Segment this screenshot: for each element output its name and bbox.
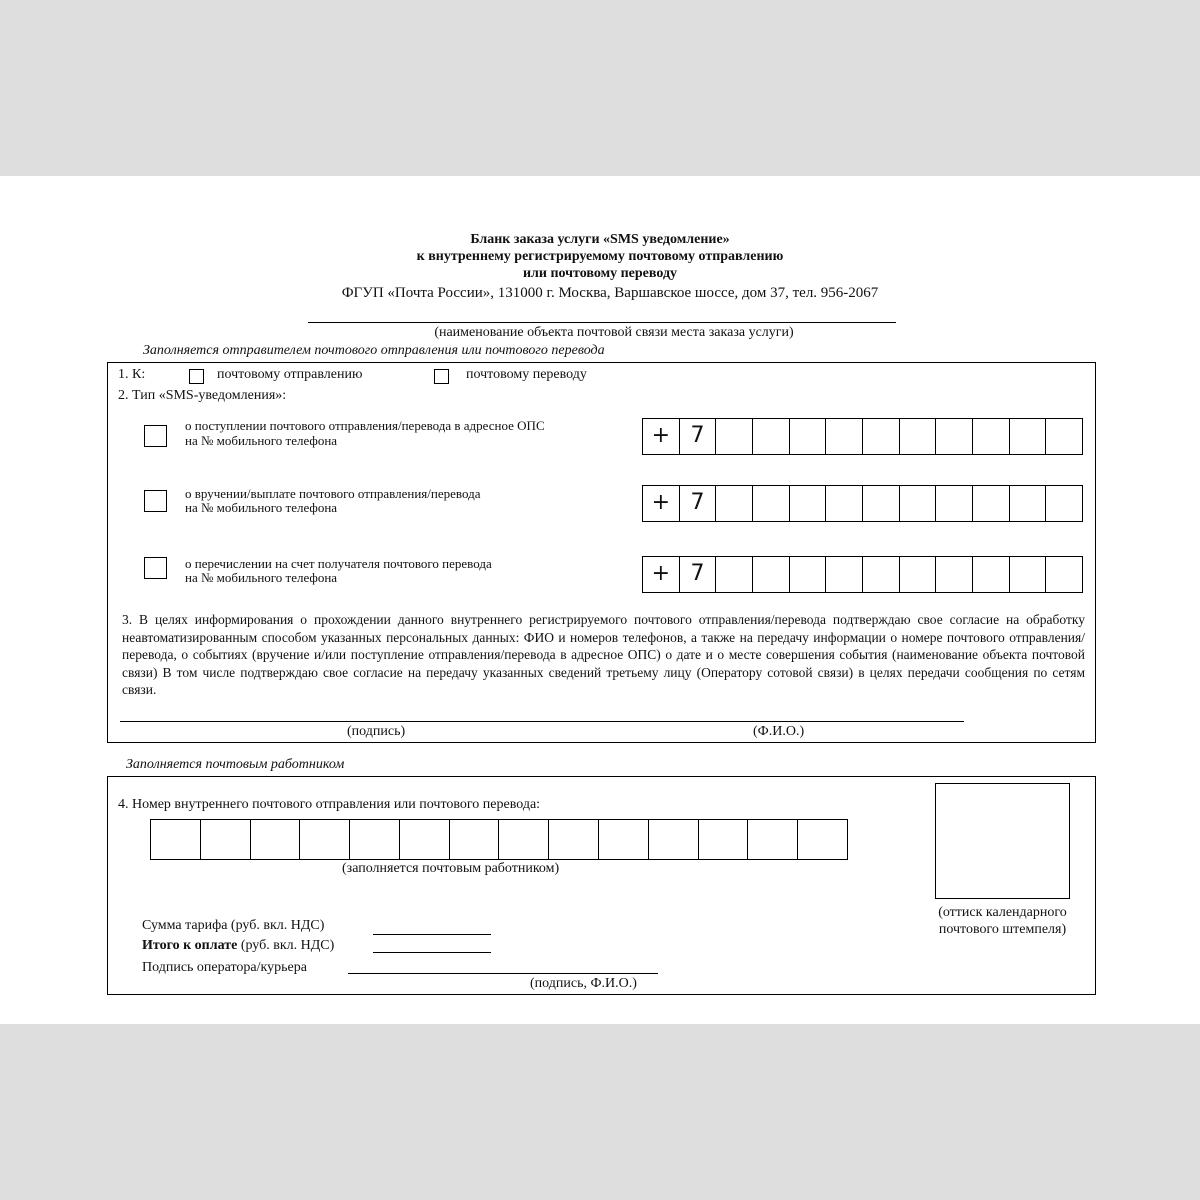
- tariff-label: Сумма тарифа (руб. вкл. НДС): [142, 918, 325, 933]
- notify-arrival-line1: о поступлении почтового отправления/перевода в адресное ОПС: [185, 418, 545, 433]
- phone-field-arrival[interactable]: [642, 418, 1083, 455]
- phone-digit-cell[interactable]: [863, 486, 900, 521]
- phone-digit-cell[interactable]: [1046, 486, 1082, 521]
- postmark-stamp-area: [935, 783, 1070, 899]
- item1-label: 1. К:: [118, 367, 146, 382]
- item2-label: 2. Тип «SMS-уведомления»:: [118, 388, 287, 403]
- name-caption: (Ф.И.О.): [753, 724, 805, 739]
- phone-digit-cell[interactable]: [1046, 419, 1082, 454]
- form-title: Бланк заказа услуги «SMS уведомление»: [470, 232, 730, 247]
- operator-caption: (подпись, Ф.И.О.): [530, 976, 637, 991]
- organization-info: ФГУП «Почта России», 131000 г. Москва, Варшавское шоссе, дом 37, тел. 956-2067: [341, 285, 879, 301]
- phone-plus: +: [643, 486, 680, 521]
- tracking-digit-cell[interactable]: [798, 820, 847, 859]
- checkbox-notify-delivery[interactable]: [144, 490, 167, 512]
- phone-digit-cell[interactable]: [790, 419, 827, 454]
- notify-arrival-line2: на № мобильного телефона: [185, 433, 338, 448]
- phone-digit-cell[interactable]: [753, 486, 790, 521]
- operator-signature-line[interactable]: [348, 973, 658, 974]
- option-transfer-label: почтовому переводу: [466, 367, 587, 382]
- tracking-digit-cell[interactable]: [350, 820, 400, 859]
- phone-plus: +: [643, 419, 680, 454]
- phone-digit-cell[interactable]: [973, 486, 1010, 521]
- tracking-number-field[interactable]: [150, 819, 848, 860]
- worker-section-heading: Заполняется почтовым работником: [126, 757, 345, 772]
- notify-credit-line1: о перечислении на счет получателя почтового перевода: [185, 556, 492, 571]
- phone-digit-cell[interactable]: [900, 557, 937, 592]
- item4-label: 4. Номер внутреннего почтового отправления или почтового перевода:: [118, 797, 541, 812]
- tracking-digit-cell[interactable]: [201, 820, 251, 859]
- phone-digit-cell[interactable]: [716, 419, 753, 454]
- phone-digit-cell[interactable]: [790, 486, 827, 521]
- total-label-rest: (руб. вкл. НДС): [237, 938, 335, 953]
- phone-digit-cell[interactable]: [973, 419, 1010, 454]
- total-input-line[interactable]: [373, 952, 491, 953]
- notify-delivery-line2: на № мобильного телефона: [185, 500, 338, 515]
- consent-text: 3. В целях информирования о прохождении данного внутреннего регистрируемого почтового отправления/перевода подтверждаю свое согласие на обработку неавтоматизированным способом указанных персональных данных: ФИО и номеров телефонов, а также на передачу информации о номере почтового отправления/перевода, о событиях (вручение и/или поступление отправления/перевода в адресное ОПС) о дате и о месте совершения события (наименование объекта почтовой связи) В том числе подтверждаю свое согласие на передачу указанных сведений третьему лицу (Оператору сотовой связи) в целях передачи сообщения по сетям связи.: [122, 612, 1085, 697]
- signature-caption: (подпись): [347, 724, 406, 739]
- phone-digit-cell[interactable]: [1010, 557, 1047, 592]
- phone-digit-cell[interactable]: [936, 486, 973, 521]
- phone-digit-cell[interactable]: [753, 419, 790, 454]
- tracking-digit-cell[interactable]: [599, 820, 649, 859]
- option-mail-label: почтовому отправлению: [217, 367, 363, 382]
- phone-digit-cell[interactable]: [863, 557, 900, 592]
- phone-digit-cell[interactable]: [863, 419, 900, 454]
- checkbox-notify-credit[interactable]: [144, 557, 167, 579]
- tracking-digit-cell[interactable]: [699, 820, 749, 859]
- signature-line[interactable]: [120, 721, 964, 722]
- form-subtitle-2: или почтовому переводу: [522, 266, 678, 281]
- phone-digit-cell[interactable]: [936, 557, 973, 592]
- tracking-digit-cell[interactable]: [400, 820, 450, 859]
- stamp-caption-line2: почтового штемпеля): [938, 922, 1067, 937]
- tracking-digit-cell[interactable]: [251, 820, 301, 859]
- phone-country-code: 7: [680, 419, 717, 454]
- tracking-caption: (заполняется почтовым работником): [342, 861, 560, 876]
- phone-digit-cell[interactable]: [900, 419, 937, 454]
- phone-digit-cell[interactable]: [1046, 557, 1082, 592]
- phone-digit-cell[interactable]: [900, 486, 937, 521]
- checkbox-notify-arrival[interactable]: [144, 425, 167, 447]
- phone-digit-cell[interactable]: [973, 557, 1010, 592]
- office-name-caption: (наименование объекта почтовой связи места заказа услуги): [434, 325, 794, 340]
- phone-country-code: 7: [680, 557, 717, 592]
- operator-label: Подпись оператора/курьера: [142, 960, 307, 975]
- tariff-input-line[interactable]: [373, 934, 491, 935]
- tracking-digit-cell[interactable]: [649, 820, 699, 859]
- phone-field-delivery[interactable]: [642, 485, 1083, 522]
- tracking-digit-cell[interactable]: [748, 820, 798, 859]
- phone-digit-cell[interactable]: [716, 486, 753, 521]
- tracking-digit-cell[interactable]: [549, 820, 599, 859]
- phone-digit-cell[interactable]: [716, 557, 753, 592]
- phone-digit-cell[interactable]: [753, 557, 790, 592]
- phone-plus: +: [643, 557, 680, 592]
- form-subtitle-1: к внутреннему регистрируемому почтовому отправлению: [416, 249, 784, 264]
- form-page: [0, 176, 1200, 1024]
- office-name-line[interactable]: [308, 322, 896, 323]
- checkbox-mail[interactable]: [189, 369, 204, 384]
- total-label: [142, 938, 334, 954]
- total-label-bold: Итого к оплате: [142, 938, 238, 953]
- checkbox-transfer[interactable]: [434, 369, 449, 384]
- tracking-digit-cell[interactable]: [151, 820, 201, 859]
- phone-country-code: 7: [680, 486, 717, 521]
- phone-digit-cell[interactable]: [790, 557, 827, 592]
- phone-digit-cell[interactable]: [1010, 419, 1047, 454]
- sender-section-heading: Заполняется отправителем почтового отправления или почтового перевода: [143, 343, 605, 358]
- phone-digit-cell[interactable]: [826, 486, 863, 521]
- tracking-digit-cell[interactable]: [300, 820, 350, 859]
- notify-credit-line2: на № мобильного телефона: [185, 570, 338, 585]
- notify-delivery-line1: о вручении/выплате почтового отправления/перевода: [185, 486, 481, 501]
- phone-digit-cell[interactable]: [826, 557, 863, 592]
- phone-digit-cell[interactable]: [826, 419, 863, 454]
- tracking-digit-cell[interactable]: [450, 820, 500, 859]
- phone-digit-cell[interactable]: [936, 419, 973, 454]
- phone-field-credit[interactable]: [642, 556, 1083, 593]
- phone-digit-cell[interactable]: [1010, 486, 1047, 521]
- tracking-digit-cell[interactable]: [499, 820, 549, 859]
- stamp-caption-line1: (оттиск календарного: [938, 905, 1067, 920]
